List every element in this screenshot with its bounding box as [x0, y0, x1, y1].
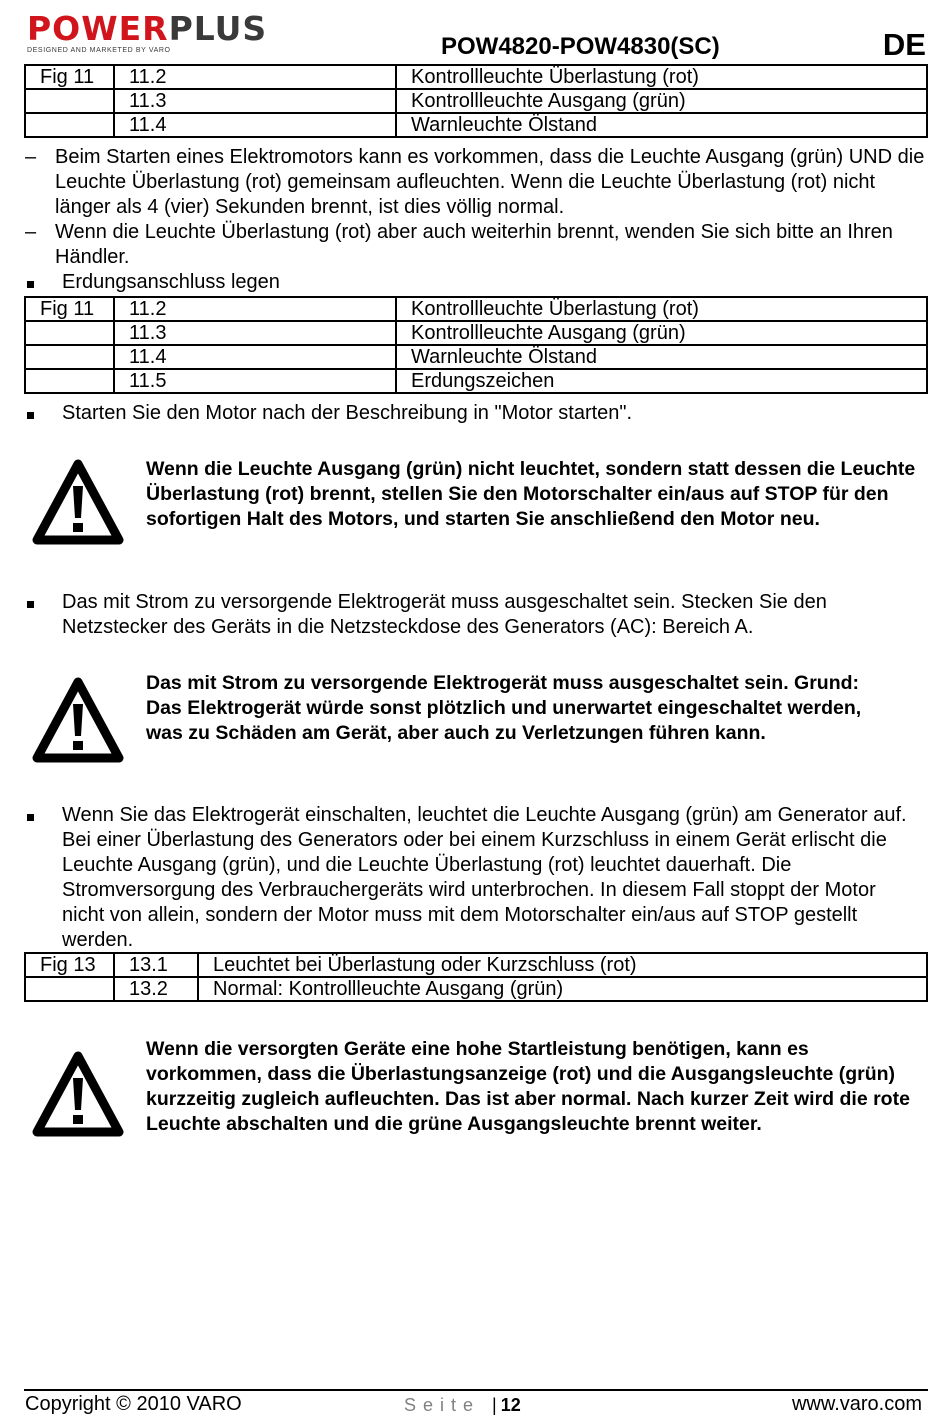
- footer-divider: [24, 1389, 928, 1391]
- num-cell: 13.2: [114, 977, 198, 1001]
- num-cell: 11.5: [114, 369, 396, 393]
- table-row: [25, 369, 927, 393]
- desc-cell: Kontrollleuchte Überlastung (rot): [396, 297, 927, 321]
- table-row: [25, 345, 927, 369]
- warning-triangle-icon: [32, 676, 124, 764]
- num-cell: 11.4: [114, 113, 396, 137]
- table-row: [25, 297, 927, 321]
- desc-cell: Warnleuchte Ölstand: [396, 113, 927, 137]
- desc-cell: Erdungszeichen: [396, 369, 927, 393]
- footer-page: Seite | 12: [404, 1395, 521, 1415]
- warning-triangle-icon: [32, 1050, 124, 1138]
- footer-copyright: Copyright © 2010 VARO: [25, 1393, 242, 1415]
- warning-startup-power: Wenn die versorgten Geräte eine hohe Startleistung benötigen, kann es vorkommen, dass die Überlastungsanzeige (rot) und die Ausgangsleuchte (grün) kurzzeitig zugleich aufleuchten. Das ist aber normal. Nach kurzer Zeit wird die rote Leuchte abschalten und die grüne Ausgangsleuchte brennt weiter.: [146, 1038, 910, 1135]
- note-contact-dealer: Wenn die Leuchte Überlastung (rot) aber auch weiterhin brennt, wenden Sie sich bitte an Ihren Händler.: [55, 221, 893, 268]
- table-row: [25, 65, 927, 89]
- language-code: DE: [882, 27, 926, 62]
- bullet-start-motor: Starten Sie den Motor nach der Beschreibung in "Motor starten".: [62, 402, 633, 424]
- desc-cell: Kontrollleuchte Ausgang (grün): [396, 321, 927, 345]
- table-row: [25, 321, 927, 345]
- desc-cell: Warnleuchte Ölstand: [396, 345, 927, 369]
- page-label: Seite: [404, 1395, 481, 1415]
- fig-cell: [25, 345, 114, 369]
- fig-cell: [25, 977, 114, 1001]
- bullet-overload-behavior: Wenn Sie das Elektrogerät einschalten, leuchtet die Leuchte Ausgang (grün) am Generator auf. Bei einer Überlastung des Generators oder bei einem Kurzschluss in einem Gerät erlischt die Leuchte Ausgang (grün), und die Leuchte Überlastung (rot) leuchtet dauerhaft. Die Stromversorgung des Verbrauchergeräts wird unterbrochen. In diesem Fall stoppt der Motor nicht von allein, sondern der Motor muss mit dem Motorschalter ein/aus auf STOP gestellt werden.: [62, 804, 907, 951]
- desc-cell: Normal: Kontrollleuchte Ausgang (grün): [198, 977, 927, 1001]
- logo-wordmark: [27, 9, 268, 48]
- num-cell: 11.4: [114, 345, 396, 369]
- num-cell: 11.3: [114, 321, 396, 345]
- fig-cell: [25, 89, 114, 113]
- bullet-marker: [27, 803, 34, 828]
- figure-table-1: [24, 64, 928, 138]
- bullet-marker: [27, 401, 34, 426]
- num-cell: 11.3: [114, 89, 396, 113]
- figure-table-3: [24, 952, 928, 1002]
- num-cell: 11.2: [114, 65, 396, 89]
- note-startup-lights: Beim Starten eines Elektromotors kann es vorkommen, dass die Leuchte Ausgang (grün) UND die Leuchte Überlastung (rot) gemeinsam aufleuchten. Wenn die Leuchte Überlastung (rot) nicht länger als 4 (vier) Sekunden brennt, ist dies völlig normal.: [55, 146, 925, 218]
- table-row: [25, 113, 927, 137]
- fig-cell: [25, 113, 114, 137]
- bullet-grounding: Erdungsanschluss legen: [62, 271, 280, 293]
- table-row: [25, 89, 927, 113]
- fig-cell: Fig 13: [25, 953, 114, 977]
- page-number: 12: [500, 1395, 521, 1415]
- dash-marker: –: [25, 221, 37, 243]
- logo-tagline: DESIGNED AND MARKETED BY VARO: [27, 47, 171, 54]
- brand-logo: [27, 9, 268, 54]
- warning-device-off: Das mit Strom zu versorgende Elektrogerät muss ausgeschaltet sein. Grund: Das Elektrogerät würde sonst plötzlich und unerwartet eingeschaltet werden, was zu Schäden am Gerät, aber auch zu Verletzungen führen kann.: [146, 672, 862, 744]
- logo-plus: PLUS: [168, 9, 268, 48]
- table-row: [25, 977, 927, 1001]
- num-cell: 13.1: [114, 953, 198, 977]
- dash-marker: –: [25, 146, 37, 168]
- table-row: [25, 953, 927, 977]
- desc-cell: Leuchtet bei Überlastung oder Kurzschluss (rot): [198, 953, 927, 977]
- fig-cell: [25, 369, 114, 393]
- desc-cell: Kontrollleuchte Überlastung (rot): [396, 65, 927, 89]
- warning-triangle-icon: [32, 458, 124, 546]
- warning-restart-motor: Wenn die Leuchte Ausgang (grün) nicht leuchtet, sondern statt dessen die Leuchte Überlastung (rot) brennt, stellen Sie den Motorschalter ein/aus auf STOP für den sofortigen Halt des Motors, und starten Sie anschließend den Motor neu.: [146, 458, 916, 530]
- footer-url[interactable]: www.varo.com: [791, 1393, 922, 1415]
- bullet-marker: [27, 270, 34, 295]
- fig-cell: [25, 321, 114, 345]
- bullet-marker: [27, 590, 34, 615]
- bullet-device-off: Das mit Strom zu versorgende Elektrogerät muss ausgeschaltet sein. Stecken Sie den Netzstecker des Geräts in die Netzsteckdose des Generators (AC): Bereich A.: [62, 591, 827, 638]
- figure-table-2: [24, 296, 928, 394]
- desc-cell: Kontrollleuchte Ausgang (grün): [396, 89, 927, 113]
- logo-power: POWER: [27, 9, 169, 48]
- fig-cell: Fig 11: [25, 65, 114, 89]
- model-title: POW4820-POW4830(SC): [441, 33, 720, 60]
- num-cell: 11.2: [114, 297, 396, 321]
- fig-cell: Fig 11: [25, 297, 114, 321]
